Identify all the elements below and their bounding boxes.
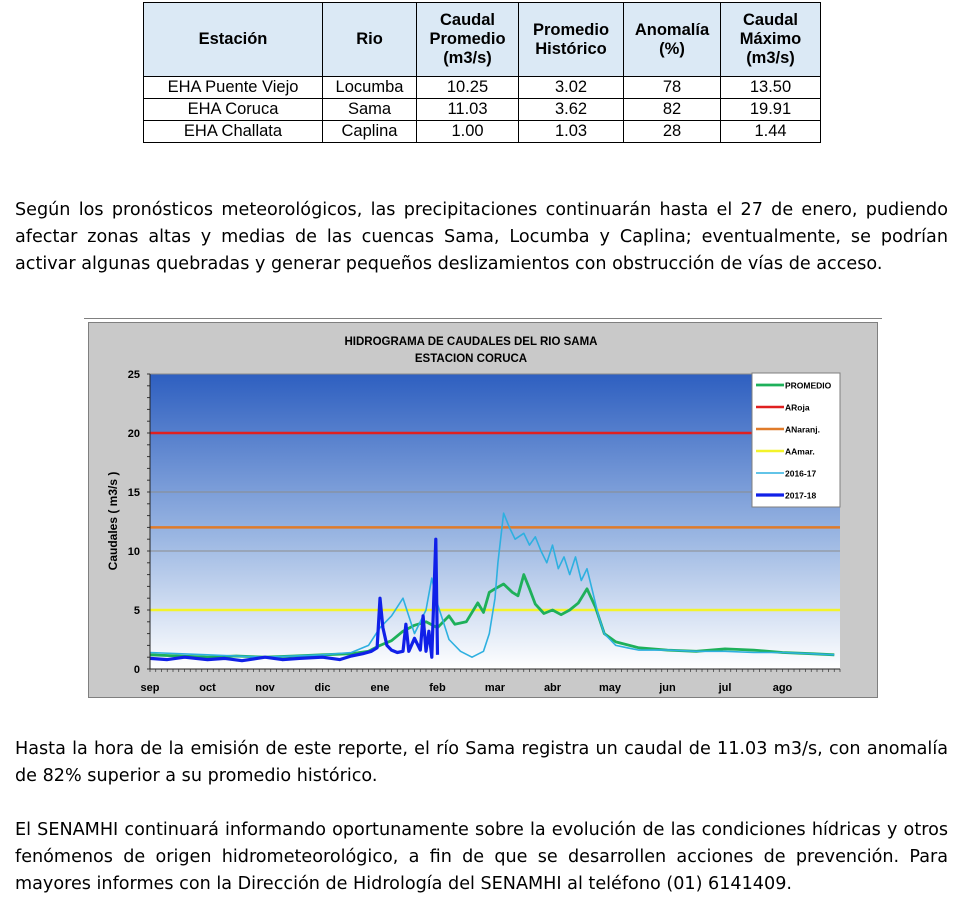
cell-caudal-maximo: 19.91 [721,99,821,121]
x-tick-label: jun [659,682,676,694]
y-tick-label: 15 [127,487,140,499]
cell-caudal-maximo: 1.44 [721,121,821,143]
contact-paragraph: El SENAMHI continuará informando oportunamente sobre la evolución de las condiciones hídricas y otros fenómenos de origen hidrometeorológico, a fin de que se desarrollen acciones de prevención. Para mayores informes con la Dirección de Hidrología del SENAMHI al teléfono (01) 6141409. [15,820,948,894]
table-row [144,121,821,143]
cell-promedio-historico: 3.62 [519,99,624,121]
stations-table [143,2,821,143]
cell-caudal-promedio: 10.25 [417,77,519,99]
x-tick-label: may [598,682,622,694]
x-tick-label: ene [370,682,390,694]
x-tick-label: mar [484,682,506,694]
cell-rio: Locumba [323,77,417,99]
header-anomalia: Anomalía (%) [624,3,721,77]
x-tick-label: feb [429,682,446,694]
chart-top-rule [84,318,882,319]
cell-estacion: EHA Coruca [144,99,323,121]
legend-label: PROMEDIO [785,380,832,391]
forecast-paragraph: Según los pronósticos meteorológicos, las precipitaciones continuarán hasta el 27 de enero, pudiendo afectar zonas altas y medias de las cuencas Sama, Locumba y Caplina; eventualmente, se podrían activar algunas quebradas y generar pequeños deslizamientos con obstrucción de vías de acceso. [15,200,948,274]
legend-label: ANaranj. [785,424,820,435]
hydrograph-chart [89,323,877,697]
chart-legend [752,373,840,507]
cell-anomalia: 28 [624,121,721,143]
header-rio: Rio [323,3,417,77]
x-tick-label: ago [772,682,793,694]
plot-area [150,374,840,669]
header-estacion: Estación [144,3,323,77]
cell-estacion: EHA Challata [144,121,323,143]
cell-anomalia: 82 [624,99,721,121]
x-tick-label: abr [543,682,562,694]
legend-label: AAmar. [785,446,815,457]
y-tick-label: 0 [133,664,140,676]
x-tick-label: dic [314,682,331,694]
header-promedio-historico: Promedio Histórico [519,3,624,77]
cell-estacion: EHA Puente Viejo [144,77,323,99]
cell-caudal-promedio: 1.00 [417,121,519,143]
y-tick-label: 10 [127,546,140,558]
cell-rio: Caplina [323,121,417,143]
table-row [144,99,821,121]
header-caudal-promedio: Caudal Promedio (m3/s) [417,3,519,77]
chart-title: HIDROGRAMA DE CAUDALES DEL RIO SAMA [344,336,598,348]
cell-caudal-maximo: 13.50 [721,77,821,99]
y-tick-label: 5 [133,605,140,617]
table-header-row [144,3,821,77]
cell-caudal-promedio: 11.03 [417,99,519,121]
cell-promedio-historico: 3.02 [519,77,624,99]
table-row [144,77,821,99]
legend-label: 2016-17 [785,468,817,479]
cell-anomalia: 78 [624,77,721,99]
x-tick-label: jul [718,682,732,694]
legend-label: 2017-18 [785,490,817,501]
x-tick-label: sep [140,682,160,694]
y-axis-label: Caudales ( m3/s ) [106,471,120,571]
hydrograph-chart-frame [88,322,878,698]
header-caudal-maximo: Caudal Máximo (m3/s) [721,3,821,77]
cell-promedio-historico: 1.03 [519,121,624,143]
legend-label: ARoja [785,402,810,413]
status-paragraph: Hasta la hora de la emisión de este reporte, el río Sama registra un caudal de 11.03 m3/s, con anomalía de 82% superior a su promedio histórico. [15,739,948,786]
y-tick-label: 25 [127,369,140,381]
x-tick-label: nov [255,682,275,694]
cell-rio: Sama [323,99,417,121]
x-tick-label: oct [199,682,216,694]
y-tick-label: 20 [127,428,140,440]
chart-subtitle: ESTACION CORUCA [414,353,528,365]
